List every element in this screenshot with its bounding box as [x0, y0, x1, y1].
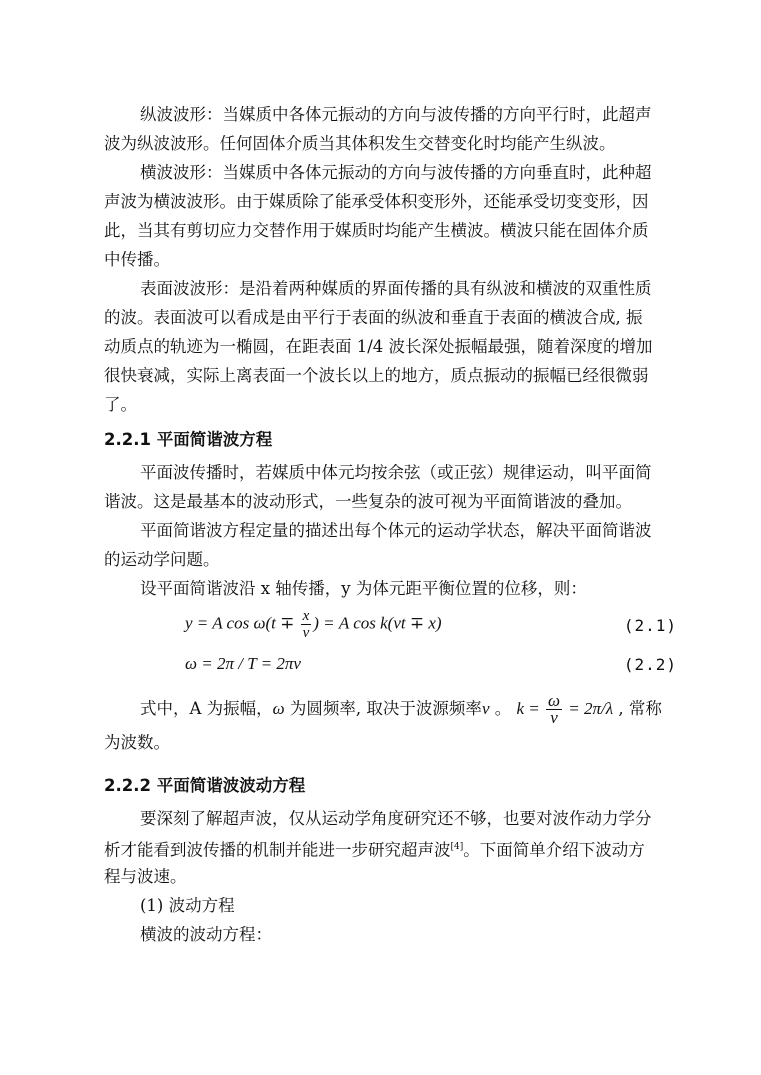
math-k: k =	[516, 699, 545, 718]
equation-lhs: y = A cos ω(t ∓	[185, 613, 299, 633]
fraction-numerator: ω	[548, 691, 561, 710]
math-nu: ν	[481, 699, 490, 718]
paragraph-dynamics	[104, 804, 679, 891]
text-line: 平面波传播时，若媒质中体元均按余弦（或正弦）规律运动，叫平面简	[140, 463, 652, 482]
paragraph-where	[104, 690, 679, 757]
equation-rhs: ) = A cos k(vt ∓ x)	[313, 613, 442, 633]
text-line: 了。	[104, 395, 137, 414]
section-heading-2-2-1: 2.2.1 平面简谐波方程	[104, 430, 273, 449]
math-omega: ω	[272, 699, 285, 718]
text-segment: , 常称	[613, 699, 662, 718]
text-line: 横波的波动方程：	[140, 925, 272, 944]
text-line	[104, 690, 679, 728]
fraction-numerator: x	[302, 608, 310, 624]
text-line: 此，当其有剪切应力交替作用于媒质时均能产生横波。横波只能在固体介质	[104, 221, 649, 240]
equation-number-2-1: (2.1)	[623, 616, 677, 635]
text-segment: 析才能看到波传播的机制并能进一步研究超声波	[104, 840, 451, 860]
text-line: 波为纵波波形。任何固体介质当其体积发生交替变化时均能产生纵波。	[104, 134, 616, 153]
text-line: 要深刻了解超声波，仅从运动学角度研究还不够，也要对波作动力学分	[140, 809, 652, 828]
paragraph-plane-harmonic-wave	[104, 458, 679, 516]
text-line: 平面简谐波方程定量的描述出每个体元的运动学状态，解决平面简谐波	[140, 521, 652, 540]
text-segment: 。下面简单介绍下波动方	[463, 840, 645, 860]
text-line: 的运动学问题。	[104, 550, 220, 569]
paragraph-transverse-wave	[104, 158, 679, 274]
text-line	[104, 833, 679, 862]
paragraph-setup	[104, 574, 679, 603]
fraction-denominator: v	[550, 708, 558, 727]
paragraph-longitudinal-wave	[104, 100, 679, 158]
text-segment: 式中，A 为振幅，	[140, 699, 273, 718]
equation-2-1	[185, 608, 442, 641]
text-line: 声波为横波波形。由于媒质除了能承受体积变形外，还能承受切变变形，因	[104, 192, 649, 211]
text-line: (1) 波动方程	[140, 896, 235, 915]
text-line: 中传播。	[104, 250, 170, 269]
equation-2-2: ω = 2π / T = 2πν	[185, 654, 301, 673]
text-line: 很快衰减，实际上离表面一个波长以上的地方，质点振动的振幅已经很微弱	[104, 366, 649, 385]
text-segment: 。	[489, 699, 517, 718]
fraction-denominator: v	[302, 625, 310, 641]
text-line: 程与波速。	[104, 867, 187, 886]
text-line: 谐波。这是最基本的波动形式，一些复杂的波可视为平面简谐波的叠加。	[104, 492, 632, 511]
text-line: 设平面简谐波沿 x 轴传播，y 为体元距平衡位置的位移，则：	[140, 579, 587, 598]
text-line: 横波波形：当媒质中各体元振动的方向与波传播的方向垂直时，此种超	[140, 163, 652, 182]
fraction	[546, 693, 562, 726]
text-line: 纵波波形：当媒质中各体元振动的方向与波传播的方向平行时，此超声	[140, 105, 652, 124]
text-line: 为波数。	[104, 733, 170, 752]
citation-reference: [4]	[450, 842, 464, 852]
text-line: 的波。表面波可以看成是由平行于表面的纵波和垂直于表面的横波合成, 振	[104, 308, 643, 327]
list-item-wave-equation	[104, 891, 679, 949]
text-line: 表面波波形：是沿着两种媒质的界面传播的具有纵波和横波的双重性质	[140, 279, 652, 298]
paragraph-surface-wave	[104, 274, 679, 419]
text-segment: 为圆频率, 取决于波源频率	[284, 699, 482, 718]
text-line: 动质点的轨迹为一椭圆，在距表面 1/4 波长深处振幅最强，随着深度的增加	[104, 337, 653, 356]
equation-number-2-2: (2.2)	[623, 655, 677, 674]
section-heading-2-2-2: 2.2.2 平面简谐波波动方程	[104, 776, 306, 795]
math-k-rhs: = 2π/λ	[564, 699, 614, 718]
paragraph-plane-wave-equation	[104, 516, 679, 574]
fraction	[301, 608, 312, 641]
